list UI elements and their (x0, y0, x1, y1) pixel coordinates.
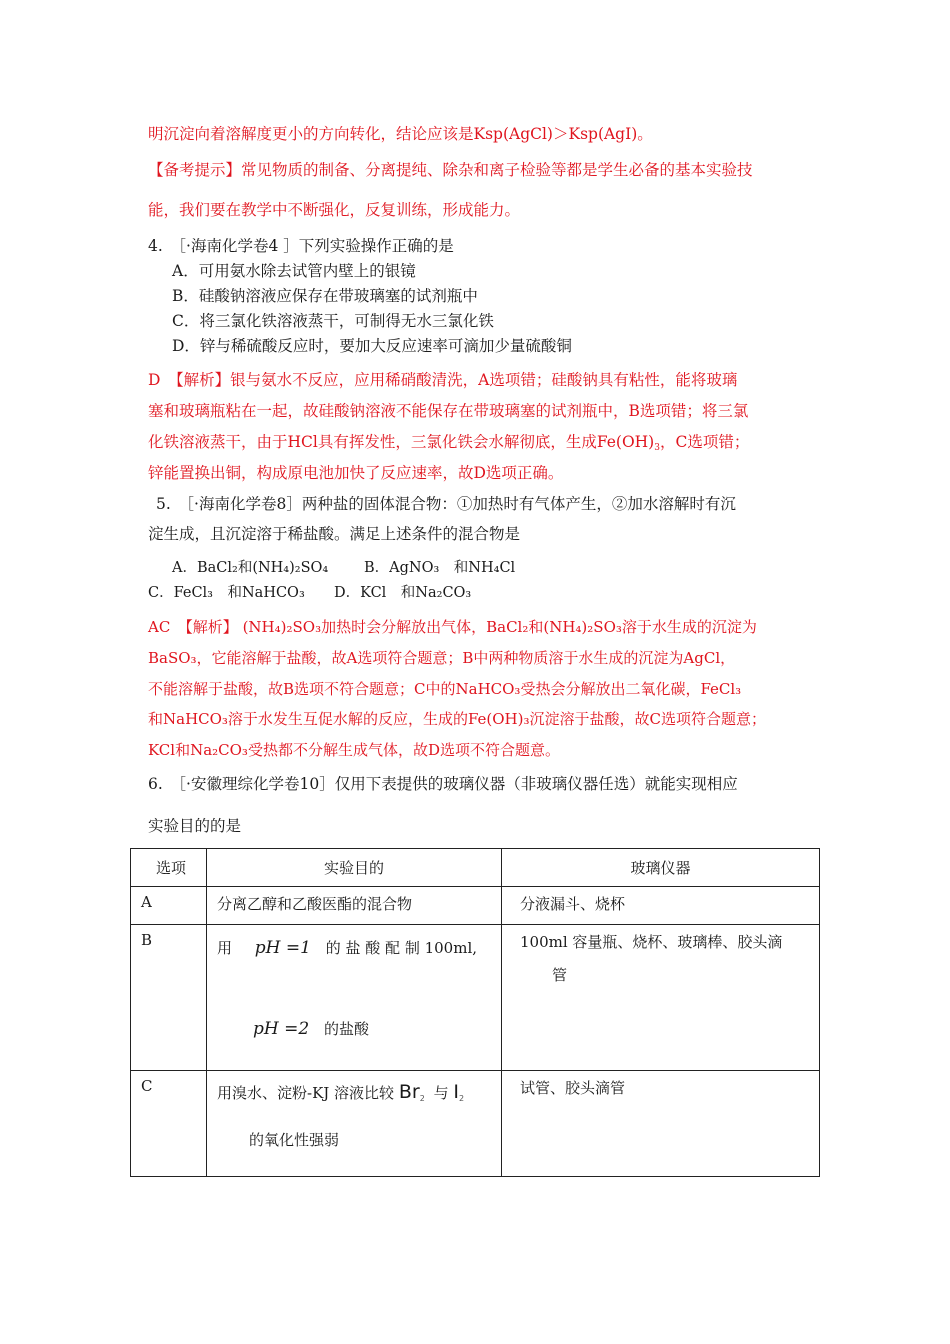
row-b-tools-1: 100ml 容量瓶、烧杯、玻璃棒、胶头滴 (520, 933, 783, 951)
q5-stem-1: 5. ［·海南化学卷8］两种盐的固体混合物：①加热时有气体产生，②加水溶解时有沉 (156, 495, 736, 513)
q5-analysis-5: KCl和Na₂CO₃受热都不分解生成气体，故D选项不符合题意。 (148, 741, 560, 759)
q4-option-d: D．锌与稀硫酸反应时，要加大反应速率可滴加少量硫酸铜 (172, 337, 572, 355)
tip-line-1 (148, 160, 753, 180)
row-c-tools: 试管、胶头滴管 (520, 1079, 626, 1097)
row-b-goal-post: 的盐酸 (323, 1020, 369, 1038)
br2-formula (399, 1081, 425, 1103)
ph-2-formula: pH =2 (253, 1019, 310, 1039)
q4-analysis-3b: ，C选项错； (659, 433, 750, 451)
q5-stem-2: 淀生成，且沉淀溶于稀盐酸。满足上述条件的混合物是 (148, 525, 521, 543)
q4-analysis-1: D 【解析】银与氨水不反应，应用稀硝酸清洗，A选项错；硅酸钠具有粘性，能将玻璃 (148, 371, 738, 389)
q5-analysis-1: AC 【解析】 (NH₄)₂SO₃加热时会分解放出气体，BaCl₂和(NH₄)₂SO₃溶于水生成的沉淀为 (148, 618, 757, 636)
q4-option-b: B．硅酸钠溶液应保存在带玻璃塞的试剂瓶中 (172, 287, 478, 305)
q5-analysis-3: 不能溶解于盐酸，故B选项不符合题意；C中的NaHCO₃受热会分解放出二氧化碳，FeCl₃ (148, 680, 742, 698)
table-row (131, 925, 820, 1071)
i2-formula (453, 1081, 464, 1103)
q5-analysis-2: BaSO₃，它能溶解于盐酸，故A选项符合题意；B中两种物质溶于水生成的沉淀为AgCl， (148, 649, 736, 667)
q5-analysis-4: 和NaHCO₃溶于水发生互促水解的反应，生成的Fe(OH)₃沉淀溶于盐酸，故C选项符合题意； (148, 710, 766, 728)
row-b-tools-2: 管 (552, 966, 568, 984)
i-symbol: I (453, 1081, 459, 1103)
table-row (131, 1071, 820, 1177)
row-c-goal-mid: 与 (433, 1084, 449, 1102)
row-b-goal-mid: 的 盐 酸 配 制 100ml, (325, 939, 478, 957)
tip-text-1: 常见物质的制备、分离提纯、除杂和离子检验等都是学生必备的基本实验技 (241, 161, 753, 179)
br-symbol: Br (398, 1081, 420, 1103)
header-option: 选项 (156, 859, 187, 877)
row-b-option: B (141, 931, 153, 949)
q4-option-c: C．将三氯化铁溶液蒸干，可制得无水三氯化铁 (172, 312, 494, 330)
table-row (131, 887, 820, 925)
row-a-option: A (141, 893, 152, 911)
q5-option-c: C．FeCl₃ 和NaHCO₃ (148, 585, 305, 601)
q6-stem-1: 6. ［·安徽理综化学卷10］仅用下表提供的玻璃仪器（非玻璃仪器任选）就能实现相应 (148, 775, 738, 793)
tip-line-2: 能，我们要在教学中不断强化，反复训练，形成能力。 (148, 201, 521, 219)
table-header-row (131, 849, 820, 887)
experiment-table (130, 848, 820, 1177)
q4-analysis-2: 塞和玻璃瓶粘在一起，故硅酸钠溶液不能保存在带玻璃塞的试剂瓶中，B选项错；将三氯 (148, 402, 749, 420)
header-tools: 玻璃仪器 (630, 859, 691, 877)
br-subscript: 2 (419, 1094, 425, 1103)
row-c-option: C (141, 1077, 153, 1095)
tip-label: 【备考提示】 (148, 161, 242, 179)
q4-analysis-3a: 化铁溶液蒸干，由于HCl具有挥发性，三氯化铁会水解彻底，生成Fe(OH) (148, 433, 655, 451)
row-c-goal (207, 1071, 501, 1158)
q4-analysis-sub: 3 (654, 443, 660, 453)
ph-1-formula: pH =1 (254, 938, 311, 958)
row-b-goal (207, 925, 501, 1047)
q4-option-a: A．可用氨水除去试管内壁上的银镜 (172, 262, 416, 280)
q4-stem: 4. ［·海南化学卷4 ］下列实验操作正确的是 (148, 237, 454, 255)
intro-line-1: 明沉淀向着溶解度更小的方向转化，结论应该是Ksp(AgCl)＞Ksp(AgI)。 (148, 125, 653, 143)
q4-analysis-4: 锌能置换出铜，构成原电池加快了反应速率，故D选项正确。 (148, 464, 564, 482)
row-a-tools: 分液漏斗、烧杯 (520, 895, 626, 913)
q5-option-b: B．AgNO₃ 和NH₄Cl (364, 560, 516, 576)
row-c-goal-pre: 用溴水、淀粉-KJ 溶液比较 (217, 1084, 395, 1102)
row-b-tools (502, 925, 819, 993)
q5-option-d: D．KCl 和Na₂CO₃ (334, 585, 472, 601)
row-a-goal: 分离乙醇和乙酸医酯的混合物 (217, 895, 413, 913)
header-goal: 实验目的 (323, 859, 384, 877)
q5-option-a: A．BaCl₂和(NH₄)₂SO₄ (172, 560, 329, 576)
q6-stem-2: 实验目的的是 (148, 817, 242, 835)
q4-analysis-3 (148, 432, 749, 452)
i-subscript: 2 (458, 1094, 465, 1103)
row-c-goal-post: 的氧化性强弱 (249, 1131, 340, 1149)
row-b-goal-pre: 用 (217, 939, 233, 957)
